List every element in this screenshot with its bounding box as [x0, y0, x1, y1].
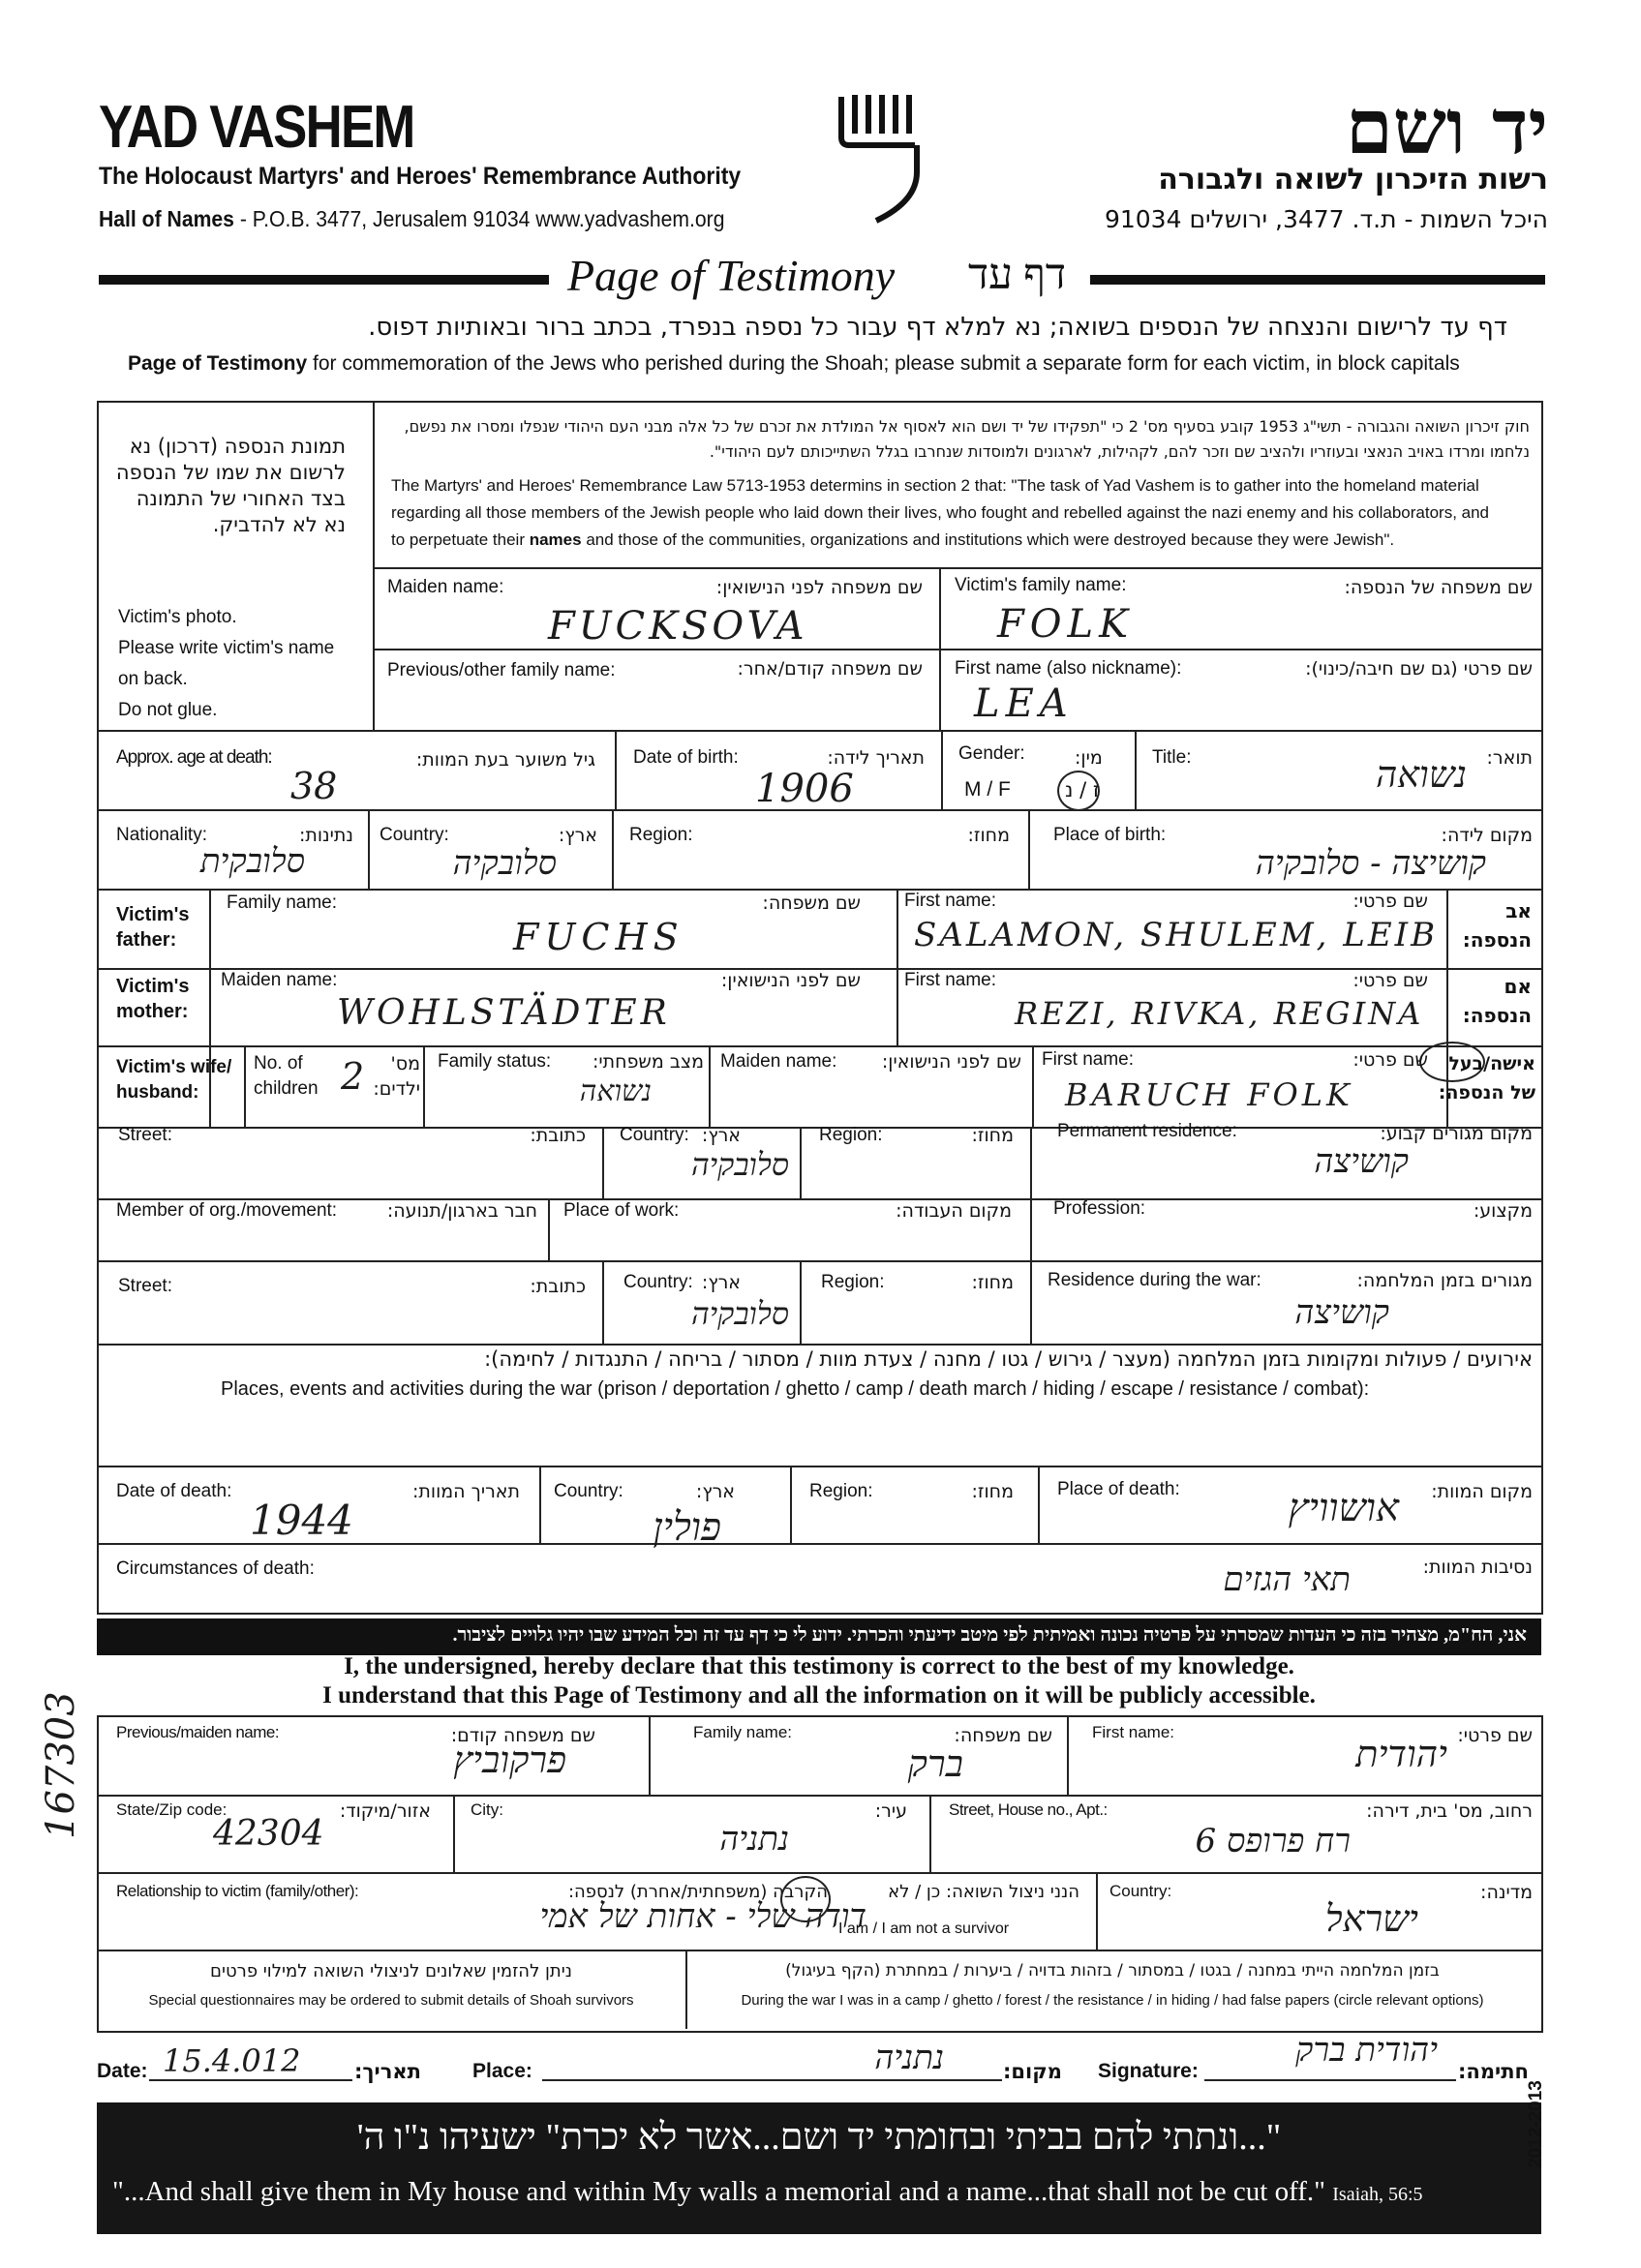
nationality-value[interactable]: סלובקית: [199, 842, 305, 881]
submitter-prev-label: Previous/maiden name:: [116, 1723, 280, 1741]
place-label: Place:: [472, 2060, 532, 2082]
place-of-work-label: Place of work:: [563, 1200, 680, 1221]
maiden-name-label: Maiden name:: [387, 577, 504, 597]
residence-country-label: Country:: [620, 1125, 689, 1145]
form-title-he: דף עד: [968, 251, 1067, 298]
street-label: Street:: [118, 1125, 172, 1145]
verse-en-text: "...And shall give them in My house and within My walls a memorial and a name...that shall not be cut off.": [112, 2176, 1325, 2207]
children-value[interactable]: 2: [341, 1055, 365, 1098]
mother-first-value[interactable]: REZI, RIVKA, REGINA: [1015, 995, 1424, 1032]
city-label-he: עיר:: [874, 1800, 907, 1822]
law-names: names: [529, 530, 582, 549]
submitter-country-value[interactable]: ישראל: [1324, 1897, 1418, 1940]
place-of-death-value[interactable]: אושוויץ: [1288, 1486, 1399, 1530]
submitter-prev-value[interactable]: פרקוביץ: [453, 1739, 566, 1781]
verse-he: "...ונתתי להם בביתי ובחומתי יד ושם...אשר לא יכרת" ישעיהו נ"ו ה': [356, 2117, 1282, 2158]
family-name-label-he: שם משפחה של הנספה:: [1344, 577, 1533, 598]
questionnaire-he: ניתן להזמין שאלונים לניצולי השואה למילוי פרטים: [210, 1961, 572, 1981]
region-of-birth-label-he: מחוז:: [967, 825, 1010, 846]
permanent-residence-label-he: מקום מגורים קבוע:: [1380, 1123, 1533, 1144]
law-line-3c: and those of the communities, organizations and institutions which were destroyed because they were Jewish".: [581, 530, 1395, 549]
circumstances-label-he: נסיבות המוות:: [1422, 1557, 1533, 1578]
place-line: [542, 2079, 1002, 2081]
signature-label-he: חתימה:: [1458, 2060, 1529, 2083]
survivor-label-en[interactable]: I am / I am not a survivor: [838, 1920, 1010, 1937]
photo-line-1: Victim's photo.: [118, 607, 237, 627]
war-residence-label-he: מגורים בזמן המלחמה:: [1356, 1270, 1533, 1291]
instruction-bold: Page of Testimony: [128, 352, 308, 375]
submitter-first-label-he: שם פרטי:: [1457, 1725, 1533, 1746]
submitter-first-label: First name:: [1092, 1723, 1175, 1741]
photo-line-3: on back.: [118, 669, 188, 689]
hall-label: Hall of Names: [99, 206, 234, 231]
circumstances-label: Circumstances of death:: [116, 1558, 315, 1579]
death-region-label: Region:: [809, 1481, 873, 1501]
photo-instruction-he: תמונת הנספה (דרכון) נא לרשום את שמו של הנספה בצד האחורי של התמונה נא לא להדביק.: [115, 435, 346, 536]
father-section-label-he: אב הנספה:: [1462, 899, 1532, 952]
family-status-label: Family status:: [438, 1051, 552, 1072]
age-label: Approx. age at death:: [116, 747, 272, 768]
circumstances-value[interactable]: תאי הגזים: [1223, 1560, 1351, 1599]
place-of-birth-label-he: מקום לידה:: [1441, 825, 1533, 846]
war-region-label: Region:: [821, 1272, 885, 1292]
gender-options-en[interactable]: M / F: [964, 778, 1011, 801]
submitter-street-label: Street, House no., Apt.:: [949, 1800, 1108, 1819]
maiden-name-label-he: שם משפחה לפני הנישואין:: [715, 577, 923, 598]
spouse-section-label-he: אישה/בעל של הנספה:: [1438, 1053, 1535, 1104]
date-of-death-label: Date of death:: [116, 1481, 232, 1501]
submitter-street-value[interactable]: רח פרופס 6: [1195, 1822, 1351, 1860]
zip-label-he: אזור/מיקוד:: [339, 1800, 431, 1822]
place-label-he: מקום:: [1003, 2060, 1062, 2083]
photo-line-2: Please write victim's name: [118, 638, 335, 658]
family-name-label: Victim's family name:: [955, 575, 1127, 595]
spouse-section-label: Victim's wife/ husband:: [116, 1057, 232, 1103]
relationship-value[interactable]: דודה שלי - אחות של אמי: [539, 1897, 866, 1936]
law-text-en: [391, 472, 1534, 554]
submitter-prev-label-he: שם משפחה קודם:: [450, 1725, 595, 1746]
form-year: 2012-2013: [1526, 2080, 1546, 2168]
date-label: Date:: [97, 2060, 148, 2082]
authority-en: The Holocaust Martyrs' and Heroes' Remembrance Authority: [99, 163, 742, 190]
yad-vashem-logo-icon: [828, 85, 934, 230]
zip-label: State/Zip code:: [116, 1800, 228, 1819]
submitter-first-value[interactable]: יהודית: [1355, 1733, 1447, 1775]
place-of-birth-value[interactable]: קושיצה - סלובקיה: [1255, 844, 1486, 883]
hall-of-names-en: [99, 206, 724, 232]
signature-line: [1204, 2079, 1456, 2081]
street-label-he: כתובת:: [530, 1125, 586, 1146]
gender-circle-mark: [1057, 771, 1100, 811]
submitter-section-frame: [97, 1715, 1543, 2033]
spouse-maiden-label-he: שם לפני הנישואין:: [881, 1051, 1021, 1073]
org-name-he: יד ושם: [1346, 83, 1548, 171]
zip-value[interactable]: 42304: [213, 1814, 324, 1854]
title-rule-left: [99, 275, 549, 285]
authority-he: רשות הזיכרון לשואה ולגבורה: [1158, 163, 1548, 197]
date-value[interactable]: 15.4.012: [163, 2042, 301, 2079]
city-label: City:: [471, 1800, 503, 1819]
father-first-label-he: שם פרטי:: [1352, 891, 1428, 912]
relationship-label-he: הקרבה (משפחתית/אחרת) לנספה:: [567, 1882, 828, 1902]
country-of-birth-value[interactable]: סלובקיה: [452, 844, 557, 883]
father-first-label: First name:: [904, 891, 997, 911]
war-residence-label: Residence during the war:: [1048, 1270, 1261, 1290]
father-family-label-he: שם משפחה:: [762, 892, 861, 914]
war-country-label: Country:: [623, 1272, 693, 1292]
war-region-label-he: מחוז:: [971, 1272, 1014, 1293]
hall-address: - P.O.B. 3477, Jerusalem 91034 www.yadvashem.org: [233, 206, 725, 231]
place-of-birth-label: Place of birth:: [1053, 825, 1167, 845]
submitter-family-label-he: שם משפחה:: [954, 1725, 1052, 1746]
children-label-he: מס' ילדים:: [373, 1053, 420, 1100]
mother-maiden-label: Maiden name:: [221, 970, 338, 990]
permanent-residence-label: Permanent residence:: [1057, 1121, 1237, 1141]
law-text-he: חוק זיכרון השואה והגבורה - תשי"ג 1953 קובע בסעיף מס' 2 כי "תפקידו של יד ושם הוא לאסוף אל המולדת את זכרם של כל אלה מבני העם היהודי שנפלו ומסרו את נפשם, נלחמו ומרדו באויב הנאצי ובעוזריו ולהציב שם וזכר להם, לקהילות, לארגונים ולמוסדות שנחרבו בגלל השתייכותם לעם היהודי".: [404, 417, 1530, 461]
country-of-birth-label: Country:: [380, 825, 449, 845]
profession-label-he: מקצוע:: [1473, 1200, 1533, 1222]
age-label-he: גיל משוער בעת המוות:: [415, 749, 595, 771]
father-first-value[interactable]: SALAMON, SHULEM, LEIB: [914, 916, 1439, 954]
title-rule-right: [1090, 275, 1545, 285]
death-country-label: Country:: [554, 1481, 623, 1501]
margin-number: 167303: [39, 1691, 83, 1839]
mother-first-label-he: שם פרטי:: [1352, 970, 1428, 991]
date-of-death-label-he: תאריך המוות:: [412, 1481, 520, 1502]
camp-options-he: בזמן המלחמה הייתי במחנה / בגטו / במסתור / בזהות בדויה / ביערות / במחתרת (הקף בעיגול): [785, 1961, 1440, 1981]
gender-options-he[interactable]: ז / נ: [1065, 778, 1101, 801]
first-name-label: First name (also nickname):: [955, 658, 1182, 679]
form-title-en: Page of Testimony: [567, 251, 896, 300]
place-of-death-label-he: מקום המוות:: [1431, 1481, 1533, 1502]
declaration-line-2: I understand that this Page of Testimony and all the information on it will be publicly accessible.: [322, 1682, 1316, 1709]
verse-en: [112, 2176, 1423, 2208]
place-of-death-label: Place of death:: [1057, 1479, 1180, 1499]
spouse-first-value[interactable]: BARUCH FOLK: [1065, 1076, 1353, 1113]
war-street-label: Street:: [118, 1276, 172, 1296]
nationality-label: Nationality:: [116, 825, 207, 845]
gender-label-he: מין:: [1075, 747, 1103, 769]
father-section-label: Victim's father:: [116, 904, 190, 951]
date-of-birth-label: Date of birth:: [633, 747, 739, 768]
first-name-value[interactable]: LEA: [974, 681, 1074, 726]
spouse-first-label: First name:: [1042, 1049, 1135, 1070]
photo-line-4: Do not glue.: [118, 700, 218, 720]
death-country-value[interactable]: פולין: [653, 1505, 721, 1550]
profession-label: Profession:: [1053, 1198, 1146, 1219]
family-status-label-he: מצב משפחתי:: [593, 1051, 704, 1073]
country-of-birth-label-he: ארץ:: [558, 825, 597, 846]
gender-label: Gender:: [958, 743, 1025, 764]
title-value[interactable]: נשואה: [1375, 753, 1467, 796]
city-value[interactable]: נתניה: [719, 1820, 789, 1859]
mother-maiden-label-he: שם לפני הנישואין:: [720, 970, 861, 991]
camp-options-en: During the war I was in a camp / ghetto / forest / the resistance / in hiding / had false papers (circle relevant options): [741, 1992, 1484, 2009]
war-street-label-he: כתובת:: [530, 1276, 586, 1297]
title-label-he: תואר:: [1486, 747, 1533, 769]
member-org-label: Member of org./movement:: [116, 1200, 338, 1221]
verse-reference: Isaiah, 56:5: [1332, 2184, 1423, 2205]
survivor-circle-mark: [780, 1876, 831, 1922]
signature-label: Signature:: [1098, 2060, 1199, 2082]
residence-country-label-he: ארץ:: [701, 1125, 741, 1146]
declaration-he: אני, הח"מ, מצהיר בזה כי העדות שמסרתי על פרטיה נכונה ואמיתית לפי מיטב ידיעתי והכרתי. ידוע לי כי דף עד זה וכל המידע שבו יהיו גלויים לציבור.: [452, 1624, 1527, 1646]
maiden-name-value[interactable]: FUCKSOVA: [548, 604, 808, 649]
mother-section-label: Victim's mother:: [116, 976, 190, 1022]
first-name-label-he: שם פרטי (גם שם חיבה/כינוי):: [1305, 658, 1533, 680]
law-line-3: [391, 527, 1534, 554]
relationship-label: Relationship to victim (family/other):: [116, 1882, 359, 1900]
war-events-label-he: אירועים / פעולות ומקומות בזמן המלחמה (מעצר / גירוש / גטו / מחנה / צעדת מוות / מסתור / בריחה / התנגדות / לחימה):: [484, 1347, 1533, 1371]
date-of-birth-label-he: תאריך לידה:: [827, 747, 925, 769]
father-family-value[interactable]: FUCHS: [513, 916, 684, 958]
place-value[interactable]: נתניה: [874, 2039, 944, 2077]
hall-of-names-he: היכל השמות - ת.ד. 3477, ירושלים 91034: [1104, 205, 1548, 233]
age-value[interactable]: 38: [290, 765, 338, 807]
submitter-street-label-he: רחוב, מס' בית, דירה:: [1366, 1800, 1533, 1822]
spouse-first-label-he: שם פרטי:: [1352, 1049, 1428, 1071]
date-of-death-value[interactable]: 1944: [250, 1497, 353, 1544]
law-line-3a: to perpetuate their: [391, 530, 530, 549]
survivor-label-he[interactable]: הנני ניצול השואה: כן / לא: [888, 1882, 1079, 1902]
date-line: [149, 2079, 352, 2081]
date-label-he: תאריך:: [354, 2060, 421, 2083]
instruction-he: דף עד לרישום והנצחה של הנספים בשואה; נא למלא דף עבור כל נספה בנפרד, בכתב ברור ובאותיות דפוס.: [368, 313, 1507, 342]
spouse-circle-mark: [1419, 1042, 1485, 1082]
submitter-family-label: Family name:: [693, 1723, 793, 1741]
org-name-en: YAD VASHEM: [99, 94, 414, 161]
death-region-label-he: מחוז:: [971, 1481, 1014, 1502]
title-label: Title:: [1152, 747, 1192, 768]
war-events-label-en: Places, events and activities during the war (prison / deportation / ghetto / camp / death march / hiding / escape / resistance / combat):: [221, 1378, 1370, 1400]
spouse-maiden-label: Maiden name:: [720, 1051, 837, 1072]
submitter-country-label-he: מדינה:: [1480, 1882, 1533, 1903]
nationality-label-he: נתינות:: [298, 825, 353, 846]
instruction-rest: for commemoration of the Jews who perished during the Shoah; please submit a separate form for each victim, in block capitals: [307, 352, 1460, 375]
permanent-residence-value[interactable]: קושיצה: [1314, 1142, 1409, 1181]
mother-maiden-value[interactable]: WOHLSTÄDTER: [337, 993, 671, 1033]
family-status-value[interactable]: נשואה: [579, 1074, 652, 1108]
mother-first-label: First name:: [904, 970, 997, 990]
children-label: No. of children: [254, 1053, 319, 1099]
residence-region-label-he: מחוז:: [971, 1125, 1014, 1146]
member-org-label-he: חבר בארגון/תנועה:: [386, 1200, 537, 1222]
place-of-work-label-he: מקום העבודה:: [896, 1200, 1012, 1222]
law-line-2: regarding all those members of the Jewish people who laid down their lives, who fought and rebelled against the nazi enemy and his collaborators, and: [391, 503, 1490, 522]
war-residence-value[interactable]: קושיצה: [1294, 1293, 1389, 1332]
submitter-country-label: Country:: [1109, 1882, 1172, 1900]
region-of-birth-label: Region:: [629, 825, 693, 845]
father-family-label: Family name:: [227, 892, 338, 913]
family-name-value[interactable]: FOLK: [997, 602, 1134, 647]
instruction-en: [128, 352, 1460, 376]
law-line-1: The Martyrs' and Heroes' Remembrance Law 5713-1953 determins in section 2 that: "The task of Yad Vashem is to gather into the homeland material: [391, 476, 1479, 495]
previous-name-label: Previous/other family name:: [387, 660, 616, 680]
war-country-label-he: ארץ:: [701, 1272, 741, 1293]
previous-name-label-he: שם משפחה קודם/אחר:: [737, 658, 923, 680]
signature-value[interactable]: יהודית ברק: [1295, 2031, 1438, 2070]
photo-instruction-en: [118, 602, 334, 726]
submitter-family-value[interactable]: ברק: [907, 1742, 963, 1785]
questionnaire-en: Special questionnaires may be ordered to submit details of Shoah survivors: [148, 1992, 634, 2009]
residence-region-label: Region:: [819, 1125, 883, 1145]
declaration-line-1: I, the undersigned, hereby declare that this testimony is correct to the best of my knowledge.: [344, 1653, 1294, 1679]
residence-country-value[interactable]: סלובקיה: [690, 1146, 789, 1183]
mother-section-label-he: אם הנספה:: [1462, 975, 1532, 1027]
war-country-value[interactable]: סלובקיה: [690, 1295, 789, 1332]
date-of-birth-value[interactable]: 1906: [755, 767, 854, 811]
death-country-label-he: ארץ:: [695, 1481, 735, 1502]
